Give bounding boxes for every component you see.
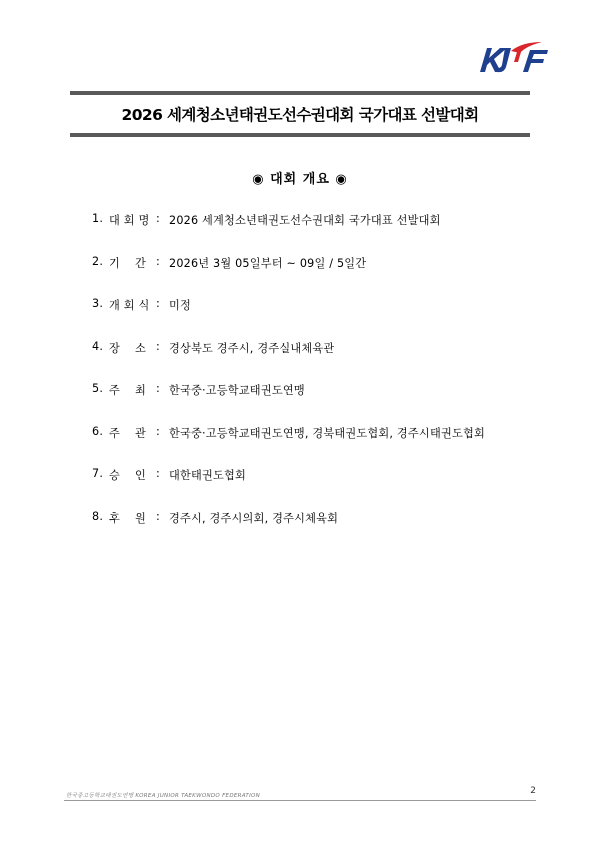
item-number: 8. [92, 509, 104, 523]
item-value: 한국중·고등학교태권도연맹, 경북태권도협회, 경주시태권도협회 [169, 426, 485, 440]
item-value: 대한태권도협회 [169, 469, 247, 482]
item-label: 주 관 [109, 426, 147, 440]
item-value: 2026 세계청소년태권도선수권대회 국가대표 선발대회 [169, 214, 441, 227]
item-colon: : [156, 212, 160, 225]
item-label: 대 회 명 [109, 214, 150, 227]
item-label: 승 인 [109, 469, 147, 482]
item-number: 6. [92, 424, 104, 438]
item-colon: : [156, 467, 160, 480]
footer-divider [64, 800, 536, 801]
item-value: 경상북도 경주시, 경주실내체육관 [169, 341, 335, 355]
item-number: 1. [92, 212, 104, 225]
overview-list [92, 212, 562, 552]
item-value: 경주시, 경주시의회, 경주시체육회 [169, 511, 339, 525]
item-number: 4. [92, 339, 104, 353]
item-value: 2026년 3월 05일부터 ~ 09일 / 5일간 [169, 256, 367, 270]
list-item-opening [92, 297, 562, 340]
item-number: 3. [92, 297, 104, 310]
list-item-organizer [92, 425, 562, 468]
item-label: 주 최 [109, 384, 147, 397]
item-number: 7. [92, 467, 104, 480]
document-title: 2026 세계청소년태권도선수권대회 국가대표 선발대회 [121, 106, 479, 124]
section-heading: ◉ 대회 개요 ◉ [252, 172, 348, 187]
item-colon: : [156, 382, 160, 395]
item-number: 5. [92, 382, 104, 395]
kjtf-logo-icon [478, 38, 550, 76]
item-colon: : [156, 509, 160, 523]
item-colon: : [156, 339, 160, 353]
title-box [70, 91, 530, 137]
footer-organization: 한국중고등학교태권도연맹 KOREA JUNIOR TAEKWONDO FEDERATION [66, 793, 261, 799]
item-label: 장 소 [109, 341, 147, 355]
item-colon: : [156, 254, 160, 268]
list-item-sponsor [92, 510, 562, 553]
item-label: 후 원 [109, 511, 147, 525]
item-value: 한국중·고등학교태권도연맹 [169, 384, 305, 397]
list-item-host [92, 382, 562, 425]
item-value: 미정 [169, 299, 192, 312]
item-colon: : [156, 297, 160, 310]
item-label: 기 간 [109, 256, 147, 270]
list-item-name [92, 212, 562, 255]
item-number: 2. [92, 254, 104, 268]
page-number: 2 [530, 786, 536, 796]
list-item-venue [92, 340, 562, 383]
list-item-approval [92, 467, 562, 510]
item-colon: : [156, 424, 160, 438]
list-item-period [92, 255, 562, 298]
item-label: 개 회 식 [109, 299, 150, 312]
